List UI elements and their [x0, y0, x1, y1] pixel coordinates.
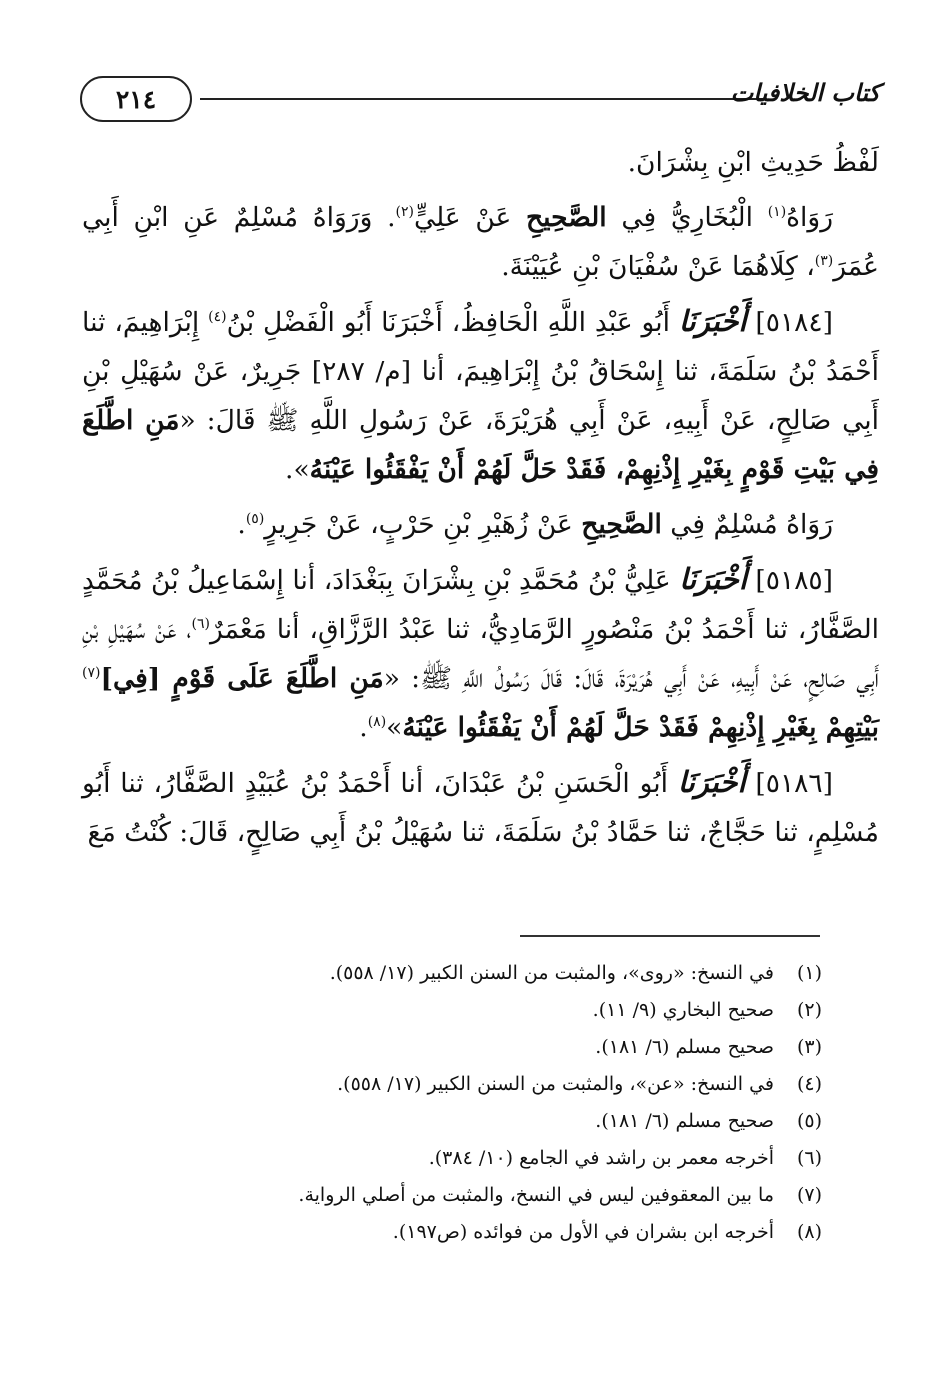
akhbarana-keyword: أَخْبَرَنَا: [678, 304, 747, 338]
footnote-number: (٣): [796, 1036, 822, 1058]
footnote-ref[interactable]: (٢): [395, 204, 414, 221]
text-run: . وَرَوَاهُ مُسْلِمٌ عَنِ ابْنِ أَبِي عُمَرَ: [82, 202, 879, 282]
hadith-number: [٥١٨٥]: [746, 565, 834, 596]
text-run: عَنْ عَلِيٍّ: [413, 202, 527, 233]
sahih-term: الصَّحِيحِ: [581, 509, 662, 540]
paragraph-hadith-5186: [82, 758, 879, 857]
footnote-item: [100, 955, 822, 992]
hadith-number: [٥١٨٦]: [745, 768, 833, 799]
footnote-text: في النسخ: «عن»، والمثبت من السنن الكبير (١٧/ ٥٥٨).: [337, 1073, 774, 1095]
footnote-text: في النسخ: «روى»، والمثبت من السنن الكبير (١٧/ ٥٥٨).: [329, 962, 774, 984]
text-run: .: [237, 509, 246, 540]
hadith-number: [٥١٨٤]: [746, 307, 833, 338]
running-header: [80, 70, 880, 130]
text-run: .: [359, 712, 368, 743]
footnote-text: أخرجه ابن بشران في الأول من فوائده (ص١٩٧).: [392, 1221, 774, 1243]
paragraph-hadith-5184: [82, 297, 879, 494]
footnote-item: [100, 992, 822, 1029]
footnote-number: (٧): [796, 1184, 822, 1206]
header-rule: [200, 98, 765, 100]
paragraph-intro: [82, 138, 879, 187]
footnote-ref[interactable]: (٤): [208, 309, 227, 326]
text-run: الْبُخَارِيُّ فِي: [606, 202, 768, 233]
footnote-number: (١): [796, 962, 822, 984]
footnote-number: (٤): [796, 1073, 822, 1095]
footnote-text: صحيح مسلم (٦/ ١٨١).: [595, 1110, 774, 1132]
footnote-number: (٨): [796, 1221, 822, 1243]
paragraph-narration-2: [82, 500, 879, 549]
footnote-item: [100, 1177, 822, 1214]
text-run: ».: [285, 454, 310, 485]
akhbarana-keyword: أَخْبَرَنَا: [677, 765, 746, 799]
text-run: أَبُو الْحَسَنِ بْنُ عَبْدَانَ، أنا أَحْمَدُ بْنُ عُبَيْدٍ الصَّفَّارُ، ثنا أَبُو مُسْلِمٍ، ثنا حَجَّاجٌ، ثنا حَمَّادُ بْنُ سَلَمَةَ، ثنا سُهَيْلُ بْنُ أَبِي صَالِحٍ، قَالَ: كُنْتُ مَعَ: [82, 768, 879, 848]
footnote-item: [100, 1140, 822, 1177]
text-run: ، كِلَاهُمَا عَنْ سُفْيَانَ بْنِ عُيَيْنَةَ.: [501, 251, 815, 282]
book-title: كتاب الخلافيات: [730, 78, 880, 107]
footnote-text: أخرجه معمر بن راشد في الجامع (١٠/ ٣٨٤).: [428, 1147, 774, 1169]
text-run: عَلِيُّ بْنُ مُحَمَّدِ بْنِ بِشْرَانَ بِبَغْدَادَ، أنا إِسْمَاعِيلُ بْنُ مُحَمَّدٍ الصَّفَّارُ، ثنا أَحْمَدُ بْنُ مَنْصُورٍ الرَّمَادِيُّ، ثنا عَبْدُ الرَّزَّاقِ، أنا مَعْمَرٌ: [82, 565, 880, 645]
text-run: »: [386, 712, 403, 743]
page-number: ٢١٤: [80, 76, 192, 122]
hadith-text: مَنِ اطَّلَعَ فِي بَيْتِ قَوْمٍ بِغَيْرِ إِذْنِهِمْ، فَقَدْ حَلَّ لَهُمْ أَنْ يَفْقَئُوا عَيْنَهُ: [82, 405, 879, 485]
text-run: إِبْرَاهِيمَ، ثنا أَحْمَدُ بْنُ سَلَمَةَ، ثنا إِسْحَاقُ بْنُ إِبْرَاهِيمَ، أنا [م/ ٢٨٧] جَرِيرٌ، عَنْ سُهَيْلِ بْنِ أَبِي صَالِحٍ، عَنْ أَبِيهِ، عَنْ أَبِي هُرَيْرَةَ، عَنْ رَسُولِ اللَّهِ ﷺ قَالَ: «: [82, 307, 879, 436]
footnote-text: صحيح مسلم (٦/ ١٨١).: [595, 1036, 774, 1058]
footnote-item: [100, 1029, 822, 1066]
hadith-text: بَيْتِهِمْ بِغَيْرِ إِذْنِهِمْ فَقَدْ حَلَّ لَهُمْ أَنْ يَفْقَئُوا عَيْنَهُ: [402, 712, 879, 743]
footnote-ref[interactable]: (٣): [814, 253, 834, 270]
footnote-text: ما بين المعقوفين ليس في النسخ، والمثبت من أصلي الرواية.: [298, 1184, 774, 1206]
footnote-ref[interactable]: (٨): [367, 714, 387, 731]
main-text: [82, 138, 879, 863]
footnote-item: [100, 1214, 822, 1251]
paragraph-narration-1: [82, 193, 879, 291]
footnote-ref[interactable]: (٦): [191, 616, 210, 633]
footnote-ref[interactable]: (٧): [82, 665, 101, 682]
akhbarana-keyword: أَخْبَرَنَا: [679, 562, 747, 596]
footnote-text: صحيح البخاري (٩/ ١١).: [592, 999, 774, 1021]
footnote-number: (٦): [796, 1147, 822, 1169]
footnote-item: [100, 1066, 822, 1103]
footnotes-list: [100, 955, 822, 1251]
footnote-ref[interactable]: (٥): [245, 511, 265, 528]
text-run: رَوَاهُ مُسْلِمٌ فِي: [661, 509, 833, 540]
paragraph-hadith-5185: [82, 555, 879, 752]
footnote-number: (٥): [796, 1110, 822, 1132]
text-run: لَفْظُ حَدِيثِ ابْنِ بِشْرَانَ.: [627, 147, 879, 178]
footnote-item: [100, 1103, 822, 1140]
footnote-ref[interactable]: (١): [767, 204, 787, 221]
text-run: أَبُو عَبْدِ اللَّهِ الْحَافِظُ، أَخْبَرَنَا أَبُو الْفَضْلِ بْنُ: [226, 307, 679, 338]
text-run: ، عَنْ سُهَيْلِ بْنِ أَبِي صَالِحٍ، عَنْ أَبِيهِ، عَنْ أَبِي هُرَيْرَةَ، قَالَ: قَالَ رَسُولُ اللَّهِ ﷺ: «: [82, 614, 879, 694]
text-run: رَوَاهُ: [786, 202, 833, 233]
sahih-term: الصَّحِيحِ: [526, 202, 607, 233]
text-run: عَنْ زُهَيْرِ بْنِ حَرْبٍ، عَنْ جَرِيرٍ: [264, 509, 582, 540]
hadith-text: مَنِ اطَّلَعَ عَلَى قَوْمٍ [فِي]: [100, 663, 384, 694]
footnote-divider: [520, 935, 820, 937]
footnote-number: (٢): [796, 999, 822, 1021]
